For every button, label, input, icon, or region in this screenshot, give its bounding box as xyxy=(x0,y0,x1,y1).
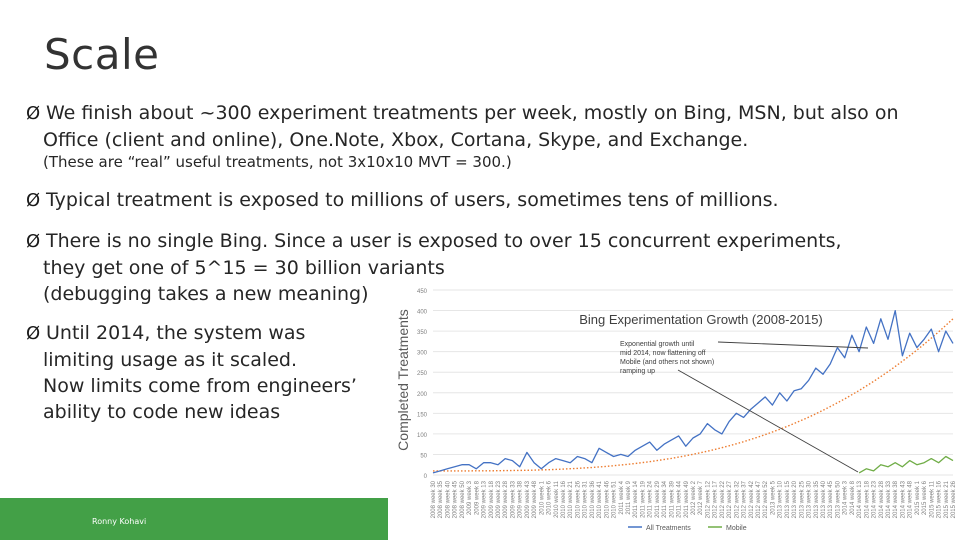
chart-x-tick-label: 2011 week 4 xyxy=(618,481,625,515)
chart-x-tick-label: 2008 week 35 xyxy=(438,481,445,519)
chart-x-tick-label: 2013 week 45 xyxy=(828,481,835,519)
chart-x-tick-label: 2013 week 30 xyxy=(806,481,813,519)
chart-x-tick-label: 2014 week 33 xyxy=(886,481,892,519)
chart-x-tick-label: 2012 week 22 xyxy=(719,481,726,519)
chart-x-tick-label: 2013 week 35 xyxy=(813,481,820,519)
chart-x-tick-label: 2010 week 51 xyxy=(611,481,618,519)
chart-x-tick-label: 2015 week 11 xyxy=(929,481,936,518)
chart-y-tick-label: 300 xyxy=(416,350,427,357)
arrow-bullet-icon: Ø xyxy=(26,103,41,124)
chart-x-tick-label: 2009 week 3 xyxy=(467,481,474,516)
chart-y-tick-label: 200 xyxy=(416,391,427,398)
chart-x-tick-label: 2008 week 45 xyxy=(452,481,459,519)
bullet-line: they get one of 5^15 = 30 billion variants xyxy=(43,257,445,279)
bullet-line: (debugging takes a new meaning) xyxy=(43,283,369,305)
chart-title: Bing Experimentation Growth (2008-2015) xyxy=(579,312,823,327)
chart-x-tick-label: 2011 week 34 xyxy=(662,481,669,518)
chart-x-tick-label: 2014 week 8 xyxy=(849,481,856,516)
bullet-line: There is no single Bing. Since a user is exposed to over 15 concurrent experiments, xyxy=(46,230,842,252)
bullet-line: Now limits come from engineers’ xyxy=(43,375,357,397)
chart-x-tick-label: 2010 week 16 xyxy=(561,481,567,519)
chart-x-tick-label: 2009 week 23 xyxy=(496,481,502,519)
chart-x-tick-label: 2015 week 21 xyxy=(943,481,950,519)
chart-x-tick-label: 2014 week 28 xyxy=(878,481,885,519)
chart-x-tick-label: 2012 week 17 xyxy=(712,481,719,519)
sub-note: (These are “real” useful treatments, not 3x10x10 MVT = 300.) xyxy=(43,153,512,171)
chart-x-tick-label: 2012 week 47 xyxy=(756,481,762,519)
chart-x-tick-label: 2014 week 43 xyxy=(900,481,907,519)
chart-x-tick-label: 2010 week 26 xyxy=(575,481,582,519)
chart-x-tick-label: 2009 week 18 xyxy=(488,481,495,519)
chart-x-tick-label: 2014 week 13 xyxy=(857,481,864,519)
arrow-bullet-icon: Ø xyxy=(26,323,41,344)
chart-x-tick-label: 2012 week 7 xyxy=(698,481,705,516)
chart-y-tick-label: 0 xyxy=(423,474,427,480)
chart-x-tick-label: 2011 week 39 xyxy=(669,481,676,518)
slide-title: Scale xyxy=(44,30,160,79)
chart-x-tick-label: 2010 week 41 xyxy=(597,481,604,519)
bullet-line: Typical treatment is exposed to millions of users, sometimes tens of millions. xyxy=(46,189,779,211)
chart-y-axis-label: Completed Treatments xyxy=(395,309,411,451)
chart-y-tick-label: 50 xyxy=(420,453,427,460)
chart-annotation-line: Exponential growth until xyxy=(620,341,695,348)
chart-x-tick-label: 2010 week 31 xyxy=(582,481,589,519)
chart-x-tick-label: 2012 week 37 xyxy=(741,481,748,519)
chart-y-tick-label: 100 xyxy=(416,432,427,439)
bullet-line: We finish about ~300 experiment treatments per week, mostly on Bing, MSN, but also on xyxy=(46,102,899,124)
footer-author: Ronny Kohavi xyxy=(92,517,147,526)
chart-x-tick-label: 2009 week 13 xyxy=(481,481,488,519)
chart-x-tick-label: 2010 week 46 xyxy=(604,481,611,519)
chart-y-tick-label: 400 xyxy=(416,309,427,316)
chart-x-tick-label: 2009 week 28 xyxy=(503,481,510,519)
chart-x-tick-label: 2011 week 24 xyxy=(647,481,654,518)
bullet-exposure xyxy=(26,187,779,214)
chart-x-tick-label: 2013 week 15 xyxy=(784,481,791,519)
chart-x-tick-label: 2013 week 10 xyxy=(777,481,784,519)
chart-x-ticks xyxy=(431,480,957,518)
chart-legend-label: All Treatments xyxy=(646,525,691,532)
chart-x-tick-label: 2014 week 23 xyxy=(871,481,878,519)
chart-x-tick-label: 2012 week 52 xyxy=(763,481,770,519)
chart-x-tick-label: 2013 week 25 xyxy=(799,481,806,519)
chart-x-tick-label: 2009 week 33 xyxy=(510,481,517,519)
chart-x-tick-label: 2010 week 1 xyxy=(539,481,546,516)
chart-x-tick-label: 2011 week 49 xyxy=(683,481,690,518)
chart-x-tick-label: 2010 week 11 xyxy=(553,481,560,518)
chart-x-tick-label: 2012 week 2 xyxy=(691,481,697,516)
chart-x-tick-label: 2011 week 19 xyxy=(640,481,647,518)
footer-bar xyxy=(0,498,388,540)
chart-x-tick-label: 2010 week 36 xyxy=(589,481,596,519)
chart-x-tick-label: 2008 week 40 xyxy=(445,481,452,519)
chart-x-tick-label: 2012 week 27 xyxy=(727,481,734,519)
bullet-experiments xyxy=(26,100,899,153)
growth-chart xyxy=(388,280,960,540)
chart-x-tick-label: 2015 week 26 xyxy=(951,481,957,519)
chart-legend-label: Mobile xyxy=(726,525,747,532)
bullet-line: Until 2014, the system was xyxy=(46,322,306,344)
chart-x-tick-label: 2012 week 42 xyxy=(748,481,755,519)
chart-y-tick-label: 150 xyxy=(416,412,427,419)
chart-x-tick-label: 2009 week 38 xyxy=(517,481,524,519)
bullet-line: Office (client and online), One.Note, Xbox, Cortana, Skype, and Exchange. xyxy=(43,129,749,151)
chart-x-tick-label: 2008 week 50 xyxy=(459,481,466,519)
chart-x-tick-label: 2012 week 32 xyxy=(734,481,741,519)
chart-x-tick-label: 2015 week 16 xyxy=(936,481,943,519)
chart-x-tick-label: 2009 week 43 xyxy=(524,481,531,519)
chart-x-tick-label: 2010 week 21 xyxy=(568,481,575,519)
chart-x-tick-label: 2013 week 5 xyxy=(770,481,777,516)
chart-x-tick-label: 2011 week 9 xyxy=(626,481,632,515)
chart-x-tick-label: 2013 week 40 xyxy=(821,481,827,519)
chart-x-tick-label: 2015 week 1 xyxy=(914,481,921,516)
chart-y-tick-label: 350 xyxy=(416,330,427,337)
chart-x-tick-label: 2011 week 29 xyxy=(654,481,661,518)
chart-x-tick-label: 2014 week 18 xyxy=(864,481,871,519)
chart-x-tick-label: 2012 week 12 xyxy=(705,481,712,519)
chart-annotation-line: mid 2014, now flattening off xyxy=(620,350,706,357)
arrow-bullet-icon: Ø xyxy=(26,231,41,252)
chart-legend xyxy=(628,525,747,532)
chart-x-tick-label: 2008 week 30 xyxy=(431,481,437,519)
chart-x-tick-label: 2010 week 6 xyxy=(546,481,553,516)
chart-x-tick-label: 2014 week 3 xyxy=(842,481,849,516)
chart-annotation-line: ramping up xyxy=(620,368,656,375)
chart-x-tick-label: 2013 week 20 xyxy=(792,481,799,519)
chart-y-tick-label: 450 xyxy=(416,289,427,295)
chart-x-tick-label: 2011 week 14 xyxy=(633,481,640,518)
growth-chart-svg xyxy=(388,280,960,540)
chart-x-tick-label: 2009 week 8 xyxy=(474,481,481,516)
chart-annotation-line: Mobile (and others not shown) xyxy=(620,359,715,366)
chart-x-tick-label: 2015 week 6 xyxy=(922,481,929,516)
chart-x-tick-label: 2009 week 48 xyxy=(532,481,539,519)
bullet-limits xyxy=(26,320,357,425)
bullet-line: ability to code new ideas xyxy=(43,401,281,423)
chart-x-tick-label: 2011 week 44 xyxy=(676,481,683,518)
chart-x-tick-label: 2014 week 48 xyxy=(907,481,914,519)
chart-y-tick-label: 250 xyxy=(416,371,427,378)
chart-x-tick-label: 2014 week 38 xyxy=(893,481,900,519)
arrow-bullet-icon: Ø xyxy=(26,190,41,211)
chart-x-tick-label: 2013 week 50 xyxy=(835,481,842,519)
bullet-line: limiting usage as it scaled. xyxy=(43,349,297,371)
